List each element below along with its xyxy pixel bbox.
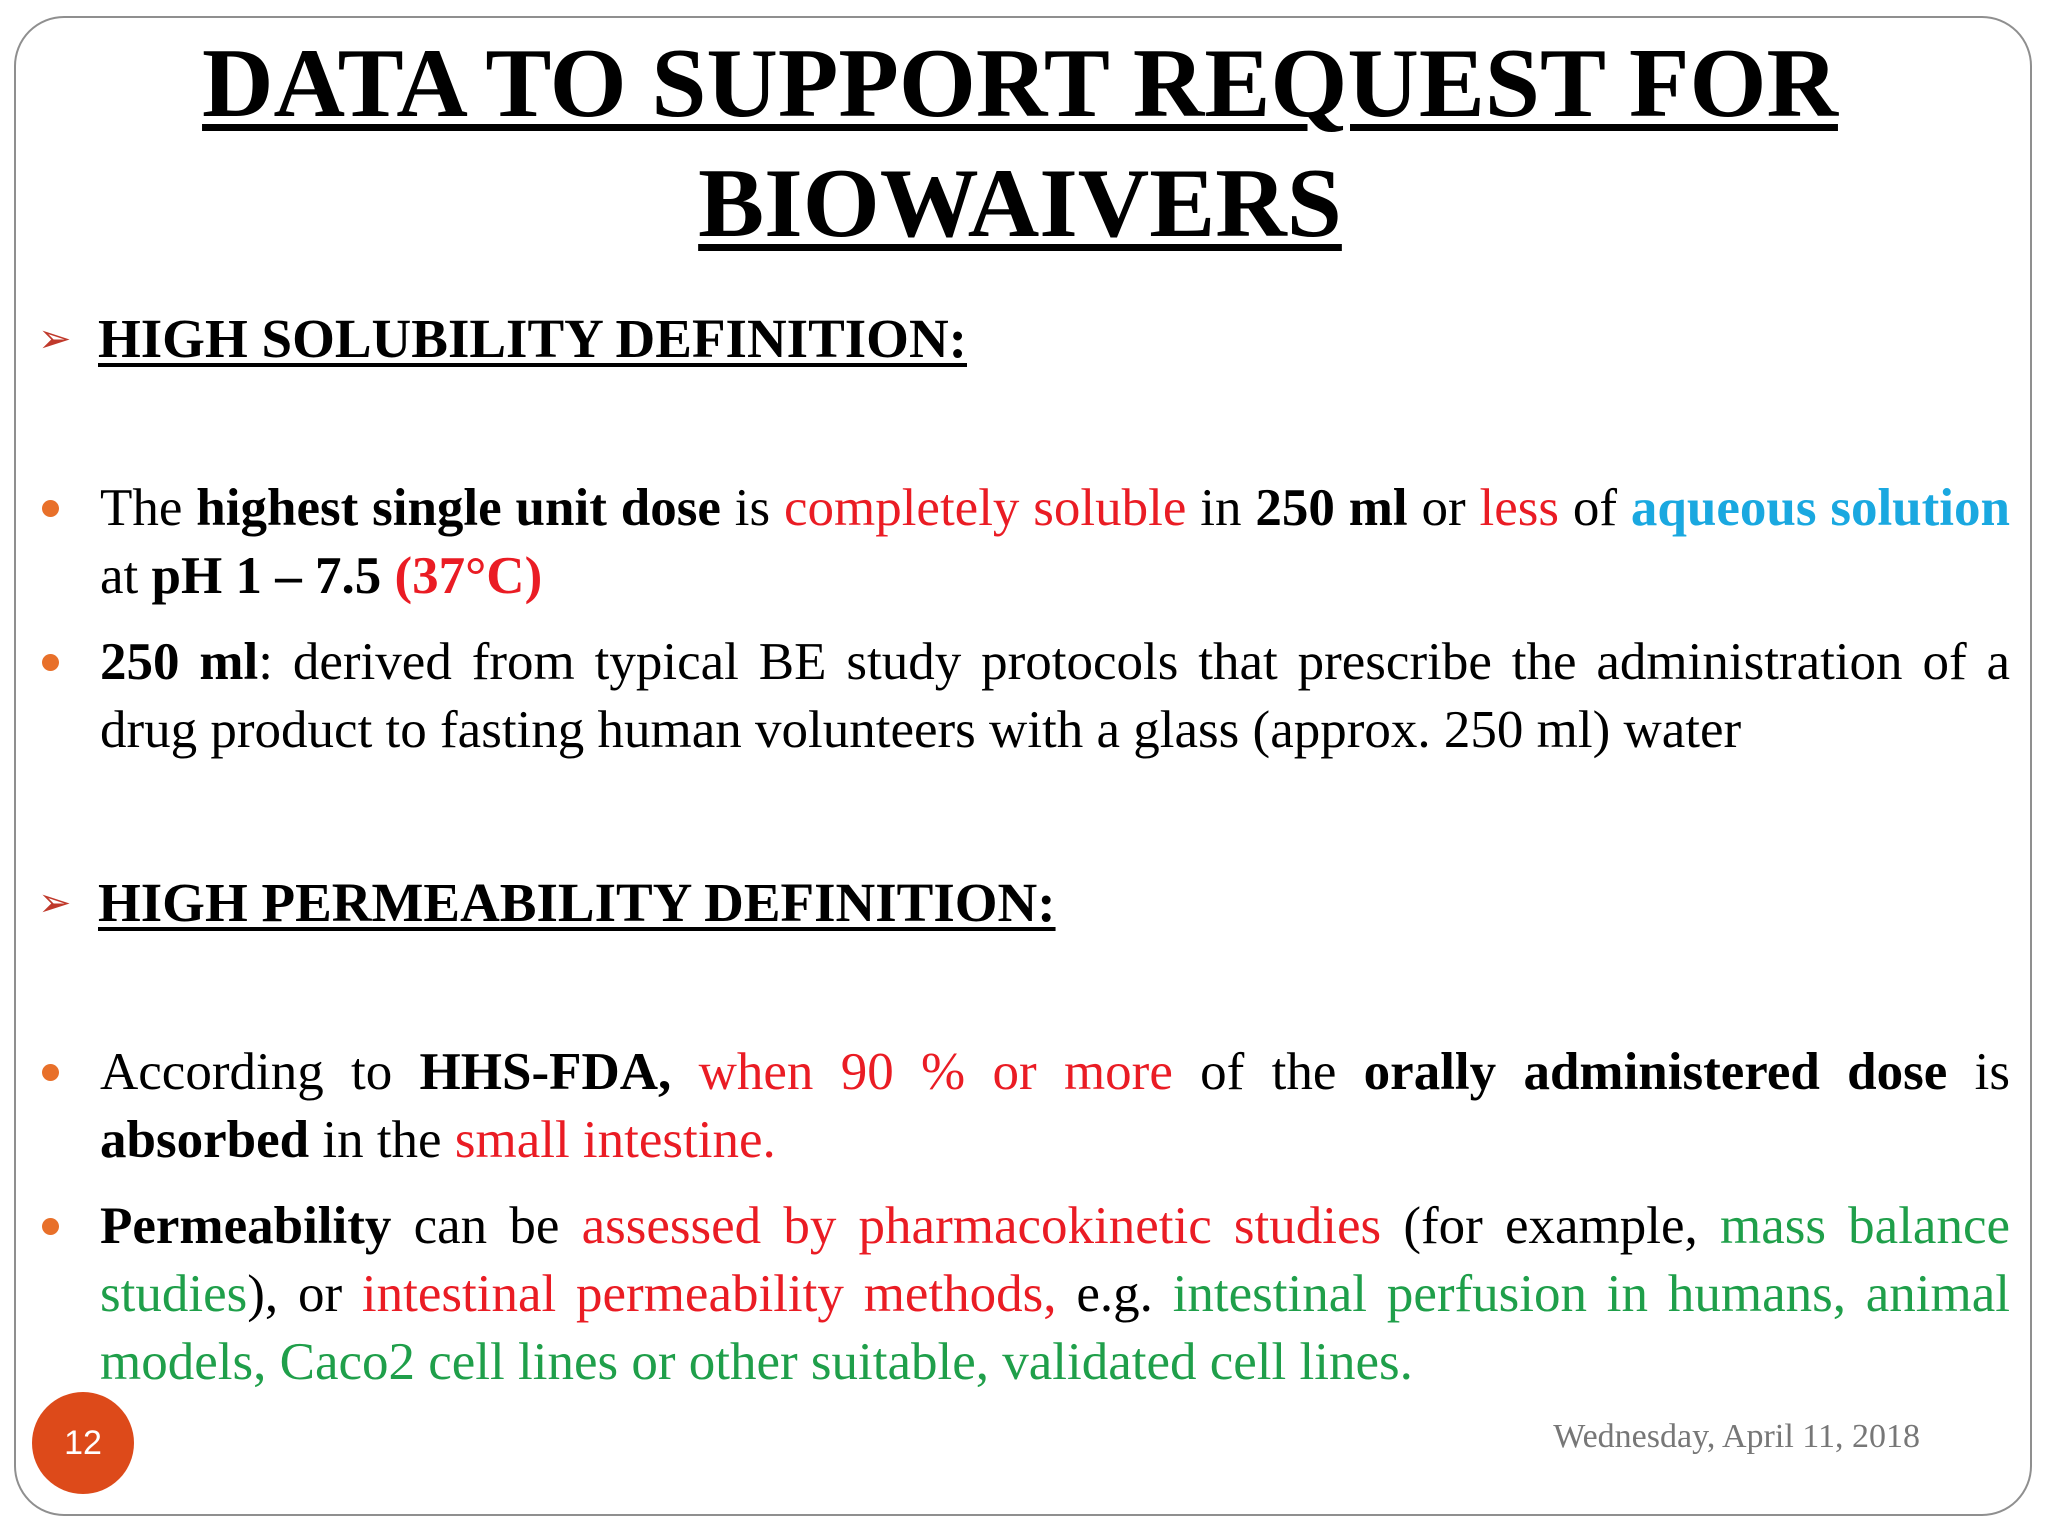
text-run-green: mass balance studies bbox=[100, 1197, 2011, 1323]
text-run-bold: 250 ml bbox=[100, 633, 259, 691]
text-run: in bbox=[1186, 479, 1256, 537]
permeability-bullet-2 bbox=[100, 1192, 2010, 1396]
text-run: The bbox=[100, 479, 197, 537]
round-bullet-icon bbox=[42, 654, 59, 671]
text-run-red: assessed by pharmacokinetic studies bbox=[581, 1197, 1382, 1255]
text-run-bold: pH 1 – 7.5 bbox=[151, 547, 395, 605]
arrowhead-icon: ➢ bbox=[38, 316, 72, 362]
page-number-badge: 12 bbox=[32, 1392, 134, 1494]
solubility-bullet-1 bbox=[100, 474, 2010, 610]
text-run-red: less bbox=[1479, 479, 1559, 537]
text-run: is bbox=[720, 479, 784, 537]
text-run-blue: aqueous solution bbox=[1630, 479, 2010, 537]
title-line-2: BIOWAIVERS bbox=[698, 149, 1342, 258]
slide-date: Wednesday, April 11, 2018 bbox=[1553, 1418, 1920, 1455]
text-run: in the bbox=[309, 1111, 455, 1169]
slide-title bbox=[80, 24, 1960, 264]
text-run-bold: HHS-FDA, bbox=[419, 1043, 672, 1101]
text-run: is bbox=[1947, 1043, 2010, 1101]
round-bullet-icon bbox=[42, 1064, 59, 1081]
text-run: of the bbox=[1172, 1043, 1364, 1101]
permeability-bullet-1 bbox=[100, 1038, 2010, 1174]
text-run-red: intestinal permeability methods, bbox=[361, 1265, 1057, 1323]
text-run bbox=[671, 1043, 698, 1101]
text-run: or bbox=[1407, 479, 1480, 537]
text-run-bold: highest single unit dose bbox=[196, 479, 721, 537]
text-run-bold: 250 ml bbox=[1255, 479, 1408, 537]
text-run: : derived from typical BE study protocols that prescribe the administration of a drug product to fasting human volunteers with a glass (approx. 250 ml) water bbox=[100, 633, 2011, 759]
solubility-heading bbox=[38, 306, 967, 372]
text-run-red: when 90 % or more bbox=[698, 1043, 1173, 1101]
arrowhead-icon: ➢ bbox=[38, 880, 72, 926]
permeability-heading-text: HIGH PERMEABILITY DEFINITION: bbox=[98, 872, 1056, 933]
solubility-heading-text: HIGH SOLUBILITY DEFINITION: bbox=[98, 308, 967, 369]
round-bullet-icon bbox=[42, 500, 59, 517]
text-run: e.g. bbox=[1056, 1265, 1173, 1323]
text-run-red: completely soluble bbox=[783, 479, 1187, 537]
text-run: at bbox=[100, 547, 152, 605]
text-run-green: intestinal perfusion in humans, animal models, Caco2 cell lines or other suitable, validated cell lines. bbox=[100, 1265, 2010, 1391]
text-run: ), or bbox=[247, 1265, 362, 1323]
round-bullet-icon bbox=[42, 1218, 59, 1235]
text-run: (for example, bbox=[1381, 1197, 1720, 1255]
text-run-red-bold: (37°C) bbox=[394, 547, 543, 605]
permeability-heading bbox=[38, 870, 1056, 936]
text-run-bold: Permeability bbox=[100, 1197, 392, 1255]
text-run-bold: orally administered dose bbox=[1363, 1043, 1948, 1101]
text-run: can be bbox=[391, 1197, 582, 1255]
text-run: According to bbox=[100, 1043, 420, 1101]
solubility-bullet-2 bbox=[100, 628, 2010, 764]
title-line-1: DATA TO SUPPORT REQUEST FOR bbox=[202, 29, 1838, 138]
text-run: of bbox=[1558, 479, 1631, 537]
text-run-red: small intestine. bbox=[454, 1111, 776, 1169]
text-run-bold: absorbed bbox=[100, 1111, 310, 1169]
